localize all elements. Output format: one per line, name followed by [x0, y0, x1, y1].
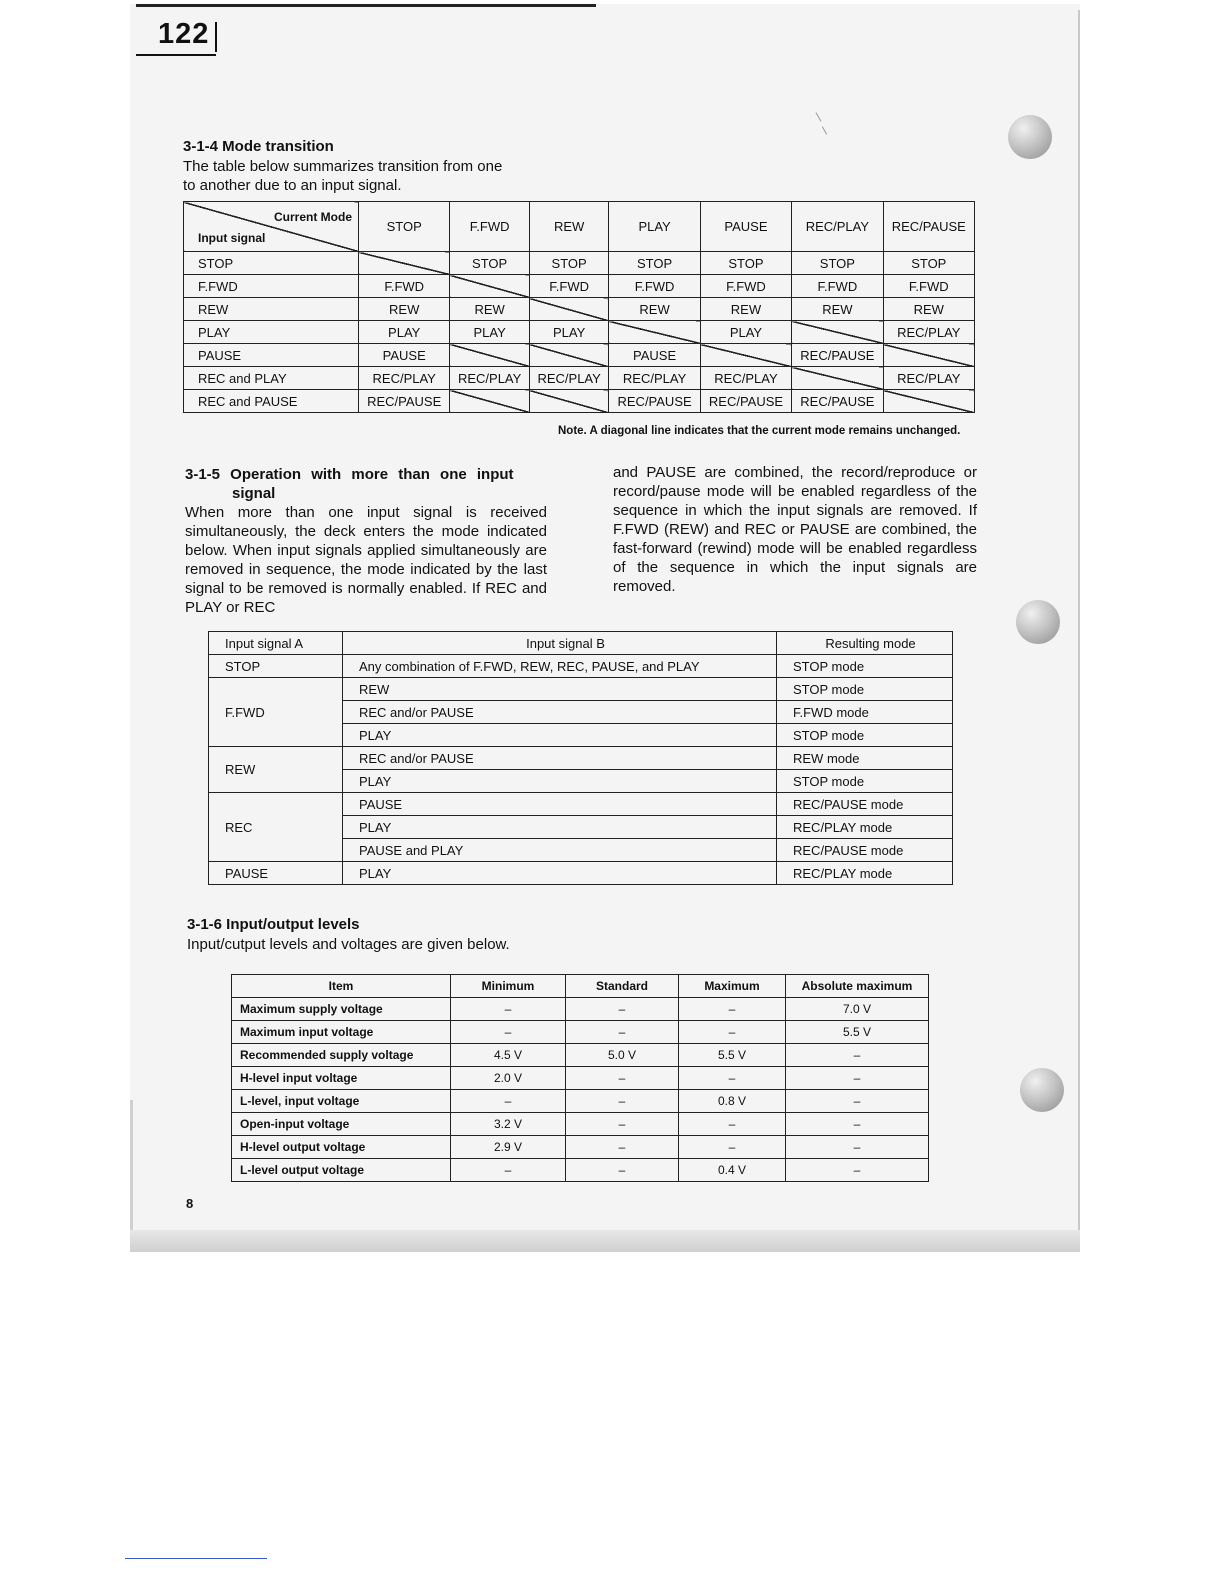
table-cell: REW	[359, 298, 450, 321]
row-header: PLAY	[184, 321, 359, 344]
table-cell: 0.4 V	[679, 1159, 786, 1182]
diagonal-cell	[450, 390, 530, 413]
table-row	[184, 275, 975, 298]
item-cell: H-level input voltage	[232, 1067, 451, 1090]
input-b-cell: PLAY	[343, 770, 777, 793]
section-title-mode-transition: 3-1-4 Mode transition	[183, 138, 334, 155]
table-cell: –	[786, 1044, 929, 1067]
item-cell: Open-input voltage	[232, 1113, 451, 1136]
table-cell: REC/PLAY	[700, 367, 791, 390]
table-cell: –	[566, 1021, 679, 1044]
input-a-cell: STOP	[209, 655, 343, 678]
table-cell: REC/PLAY	[609, 367, 700, 390]
table-header-row	[209, 632, 953, 655]
table-cell: REW	[450, 298, 530, 321]
table-cell: REC/PAUSE	[359, 390, 450, 413]
input-a-cell: F.FWD	[209, 678, 343, 747]
section-intro-line: The table below summarizes transition from one	[183, 158, 503, 175]
table-row	[232, 1044, 929, 1067]
input-b-cell: PLAY	[343, 862, 777, 885]
result-cell: REC/PLAY mode	[777, 816, 953, 839]
diagonal-cell	[529, 298, 609, 321]
diagonal-cell	[529, 390, 609, 413]
table-row	[184, 252, 975, 275]
table-row	[184, 321, 975, 344]
diagonal-cell	[883, 390, 974, 413]
result-cell: REC/PAUSE mode	[777, 839, 953, 862]
table-cell: –	[566, 1136, 679, 1159]
binder-hole	[1020, 1068, 1064, 1112]
result-cell: F.FWD mode	[777, 701, 953, 724]
table-cell: –	[786, 1159, 929, 1182]
input-b-cell: PLAY	[343, 816, 777, 839]
bottom-link-underline	[125, 1558, 267, 1559]
table-cell: REC/PLAY	[529, 367, 609, 390]
table-cell: –	[566, 1113, 679, 1136]
table-cell: –	[566, 1090, 679, 1113]
table-cell: REC/PLAY	[450, 367, 530, 390]
table-header-row	[184, 202, 975, 252]
table-cell: –	[786, 1136, 929, 1159]
input-b-cell: REC and/or PAUSE	[343, 747, 777, 770]
table-note: Note. A diagonal line indicates that the current mode remains unchanged.	[558, 425, 961, 437]
table-cell: F.FWD	[792, 275, 883, 298]
result-cell: REC/PLAY mode	[777, 862, 953, 885]
table-cell: –	[786, 1067, 929, 1090]
table-cell: REW	[883, 298, 974, 321]
input-b-cell: REC and/or PAUSE	[343, 701, 777, 724]
table-cell: –	[451, 1021, 566, 1044]
corner-label-current-mode: Current Mode	[274, 210, 352, 224]
column-header: Minimum	[451, 975, 566, 998]
diagonal-cell	[450, 344, 530, 367]
table-cell: 3.2 V	[451, 1113, 566, 1136]
table-cell: –	[786, 1113, 929, 1136]
input-b-cell: PAUSE and PLAY	[343, 839, 777, 862]
table-cell: REW	[700, 298, 791, 321]
table-cell: –	[679, 1136, 786, 1159]
page-edge-bottom	[130, 1230, 1080, 1252]
table-cell: –	[451, 998, 566, 1021]
page-number-divider	[215, 22, 217, 52]
input-a-cell: REC	[209, 793, 343, 862]
table-cell: 7.0 V	[786, 998, 929, 1021]
column-header: Input signal A	[209, 632, 343, 655]
section-title-io-levels: 3-1-6 Input/output levels	[187, 916, 360, 933]
diagonal-cell	[792, 321, 883, 344]
column-header: PAUSE	[700, 202, 791, 252]
diagonal-cell	[529, 344, 609, 367]
result-cell: STOP mode	[777, 655, 953, 678]
section-intro-line: to another due to an input signal.	[183, 177, 402, 194]
table-header-row	[232, 975, 929, 998]
table-cell: PLAY	[529, 321, 609, 344]
row-header: STOP	[184, 252, 359, 275]
page-edge-right	[1078, 10, 1080, 1240]
mode-transition-table	[183, 201, 975, 413]
table-row	[184, 367, 975, 390]
table-row	[232, 1159, 929, 1182]
table-row	[184, 298, 975, 321]
footer-page-number: 8	[186, 1196, 194, 1211]
diagonal-cell	[359, 252, 450, 275]
diagonal-cell	[700, 344, 791, 367]
result-cell: REW mode	[777, 747, 953, 770]
corner-label-input-signal: Input signal	[198, 231, 266, 245]
table-cell: REC/PAUSE	[609, 390, 700, 413]
multi-input-table	[208, 631, 953, 885]
table-cell: F.FWD	[883, 275, 974, 298]
table-row	[232, 998, 929, 1021]
item-cell: Maximum input voltage	[232, 1021, 451, 1044]
table-row	[209, 747, 953, 770]
column-header: F.FWD	[450, 202, 530, 252]
diagonal-cell	[609, 321, 700, 344]
table-cell: –	[566, 1067, 679, 1090]
row-header: REC and PLAY	[184, 367, 359, 390]
table-cell: REC/PLAY	[359, 367, 450, 390]
table-row	[232, 1067, 929, 1090]
input-b-cell: Any combination of F.FWD, REW, REC, PAUSE, and PLAY	[343, 655, 777, 678]
table-cell: REC/PAUSE	[700, 390, 791, 413]
column-header: Absolute maximum	[786, 975, 929, 998]
table-cell: REC/PAUSE	[792, 390, 883, 413]
input-a-cell: REW	[209, 747, 343, 793]
column-header: Resulting mode	[777, 632, 953, 655]
table-cell: 0.8 V	[679, 1090, 786, 1113]
table-cell: STOP	[450, 252, 530, 275]
section-title-operation-cont: signal	[232, 485, 276, 502]
top-rule	[136, 4, 596, 7]
table-cell: 5.0 V	[566, 1044, 679, 1067]
item-cell: Maximum supply voltage	[232, 998, 451, 1021]
row-header: REC and PAUSE	[184, 390, 359, 413]
table-cell: PLAY	[359, 321, 450, 344]
table-cell: PAUSE	[359, 344, 450, 367]
table-cell: –	[451, 1090, 566, 1113]
binder-hole	[1016, 600, 1060, 644]
table-cell: F.FWD	[359, 275, 450, 298]
table-cell: –	[566, 1159, 679, 1182]
table-row	[184, 390, 975, 413]
table-cell: 4.5 V	[451, 1044, 566, 1067]
table-cell: REC/PAUSE	[792, 344, 883, 367]
column-header: PLAY	[609, 202, 700, 252]
table-row	[209, 793, 953, 816]
result-cell: REC/PAUSE mode	[777, 793, 953, 816]
result-cell: STOP mode	[777, 724, 953, 747]
table-cell: F.FWD	[700, 275, 791, 298]
table-cell: –	[679, 1067, 786, 1090]
operation-text-right: and PAUSE are combined, the record/reproduce or record/pause mode will be enabled regardless of the sequence in which the input signals are removed. If F.FWD (REW) and REC or PAUSE are combined, the fast-forward (rewind) mode will be enabled regardless of the sequence in which the input signals are removed.	[613, 464, 977, 595]
input-b-cell: REW	[343, 678, 777, 701]
column-header: REW	[529, 202, 609, 252]
diagonal-cell	[792, 367, 883, 390]
row-header: REW	[184, 298, 359, 321]
table-cell: 5.5 V	[679, 1044, 786, 1067]
table-cell: REW	[609, 298, 700, 321]
item-cell: Recommended supply voltage	[232, 1044, 451, 1067]
item-cell: H-level output voltage	[232, 1136, 451, 1159]
table-cell: STOP	[529, 252, 609, 275]
section-title-operation: 3-1-5 Operation with more than one input	[185, 466, 514, 483]
diagonal-cell	[883, 344, 974, 367]
table-row	[184, 344, 975, 367]
table-cell: –	[786, 1090, 929, 1113]
item-cell: L-level, input voltage	[232, 1090, 451, 1113]
table-cell: PLAY	[450, 321, 530, 344]
table-cell: –	[566, 998, 679, 1021]
table-cell: STOP	[792, 252, 883, 275]
section-intro-line: Input/cutput levels and voltages are given below.	[187, 936, 510, 953]
table-row	[232, 1113, 929, 1136]
column-header: Item	[232, 975, 451, 998]
column-header: REC/PLAY	[792, 202, 883, 252]
table-cell: F.FWD	[609, 275, 700, 298]
table-row	[232, 1090, 929, 1113]
table-cell: STOP	[883, 252, 974, 275]
page-number-underline	[136, 54, 216, 56]
table-cell: REC/PLAY	[883, 321, 974, 344]
table-cell: –	[451, 1159, 566, 1182]
table-cell: 2.9 V	[451, 1136, 566, 1159]
table-row	[209, 655, 953, 678]
table-cell: –	[679, 1021, 786, 1044]
row-header: F.FWD	[184, 275, 359, 298]
result-cell: STOP mode	[777, 770, 953, 793]
diagonal-cell	[450, 275, 530, 298]
input-b-cell: PAUSE	[343, 793, 777, 816]
column-header: STOP	[359, 202, 450, 252]
table-cell: –	[679, 1113, 786, 1136]
table-row	[209, 678, 953, 701]
table-corner-cell	[184, 202, 359, 252]
page-number: 122	[158, 18, 210, 50]
table-cell: 2.0 V	[451, 1067, 566, 1090]
column-header: Maximum	[679, 975, 786, 998]
result-cell: STOP mode	[777, 678, 953, 701]
table-cell: STOP	[700, 252, 791, 275]
table-cell: –	[679, 998, 786, 1021]
io-levels-table	[231, 974, 929, 1182]
table-cell: STOP	[609, 252, 700, 275]
table-row	[232, 1021, 929, 1044]
table-cell: REW	[792, 298, 883, 321]
column-header: Standard	[566, 975, 679, 998]
item-cell: L-level output voltage	[232, 1159, 451, 1182]
table-cell: F.FWD	[529, 275, 609, 298]
page-edge-left	[130, 1100, 133, 1250]
column-header: Input signal B	[343, 632, 777, 655]
table-row	[209, 862, 953, 885]
table-cell: REC/PLAY	[883, 367, 974, 390]
binder-hole	[1008, 115, 1052, 159]
input-a-cell: PAUSE	[209, 862, 343, 885]
table-cell: PAUSE	[609, 344, 700, 367]
column-header: REC/PAUSE	[883, 202, 974, 252]
table-cell: PLAY	[700, 321, 791, 344]
row-header: PAUSE	[184, 344, 359, 367]
operation-text-left: When more than one input signal is received simultaneously, the deck enters the mode indicated below. When input signals applied simultaneously are removed in sequence, the mode indicated by the last signal to be removed is normally enabled. If REC and PLAY or REC	[185, 504, 547, 616]
input-b-cell: PLAY	[343, 724, 777, 747]
table-row	[232, 1136, 929, 1159]
table-cell: 5.5 V	[786, 1021, 929, 1044]
